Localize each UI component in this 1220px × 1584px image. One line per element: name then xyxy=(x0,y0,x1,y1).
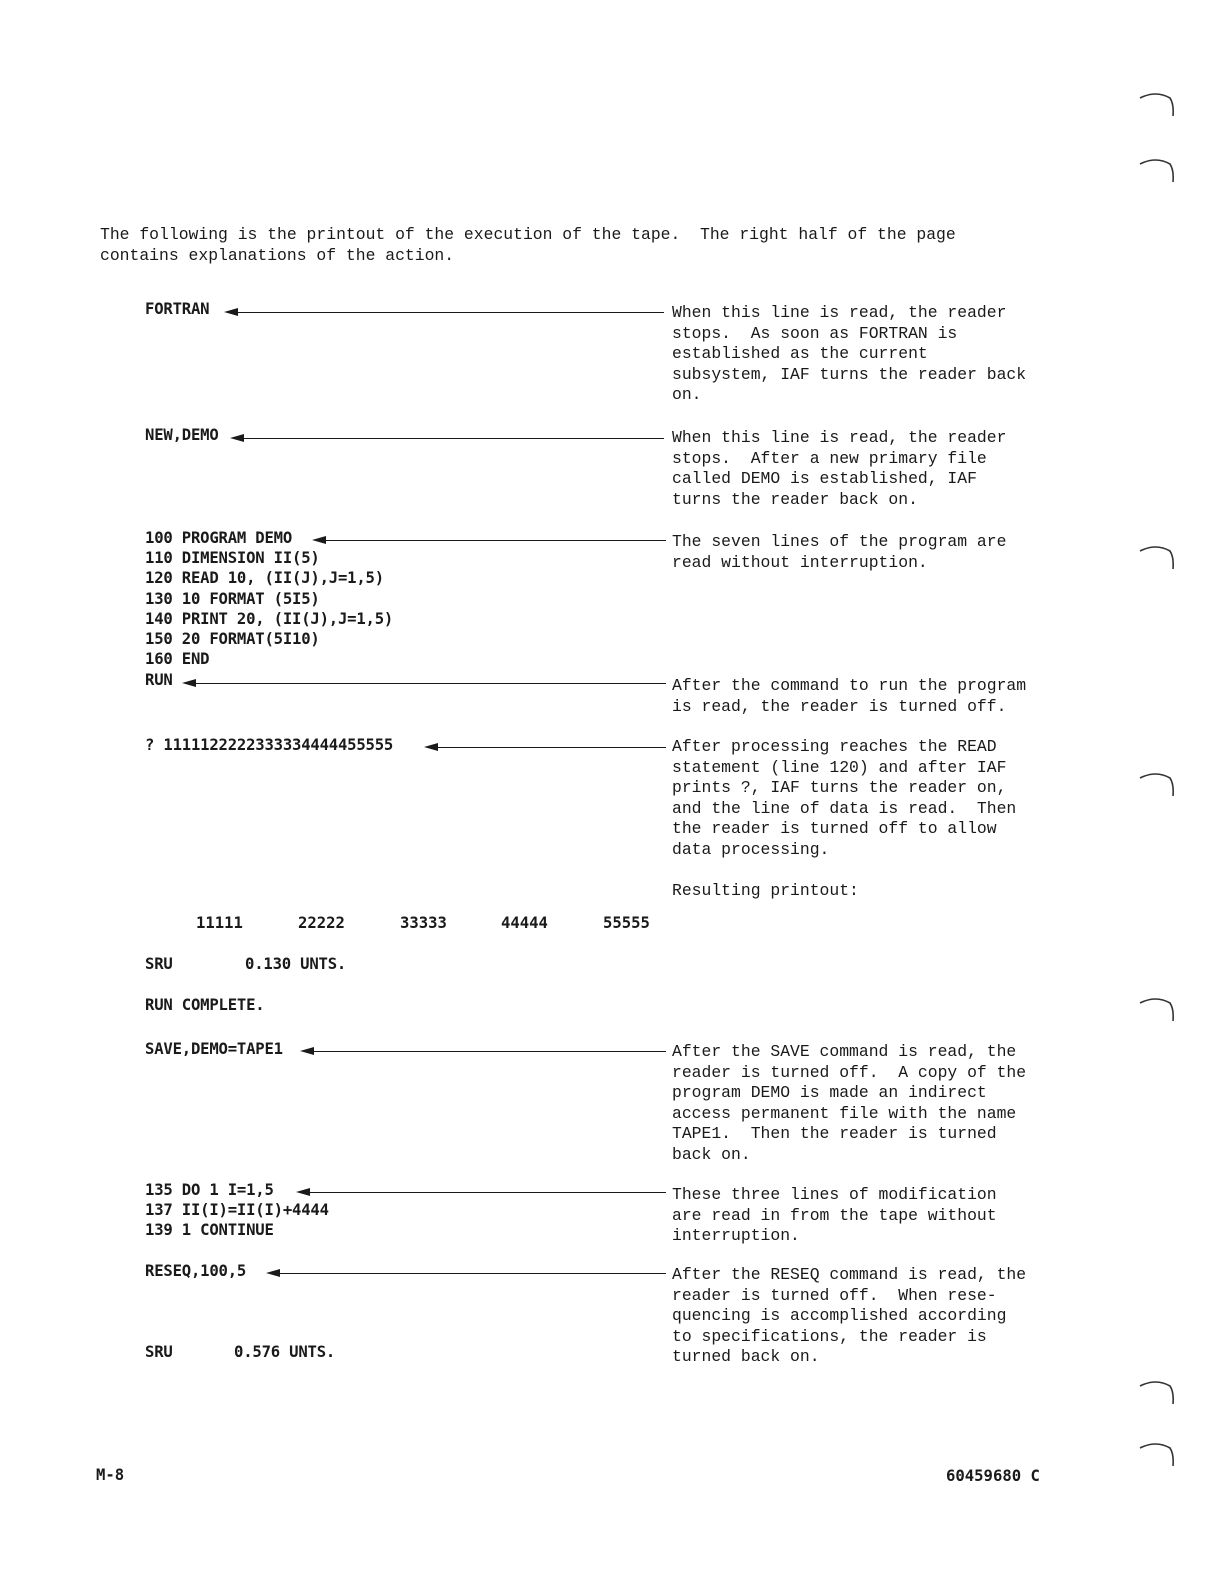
explanation-line: After the RESEQ command is read, the xyxy=(672,1265,1027,1284)
explanation-line: quencing is accomplished according xyxy=(672,1306,1007,1325)
output-value: 22222 xyxy=(298,914,345,932)
explanation-line: When this line is read, the reader xyxy=(672,303,1007,322)
code-new-demo: NEW,DEMO xyxy=(145,426,219,444)
modification-line: 135 DO 1 I=1,5 xyxy=(145,1181,274,1199)
explanation-save xyxy=(672,1042,1052,1165)
explanation-line: the reader is turned off to allow xyxy=(672,819,997,838)
code-reseq: RESEQ,100,5 xyxy=(145,1262,247,1280)
sru-value: 0.130 UNTS. xyxy=(245,955,347,973)
explanation-line: interruption. xyxy=(672,1226,800,1245)
explanation-line: reader is turned off. A copy of the xyxy=(672,1062,1027,1082)
explanation-line: data processing. xyxy=(672,839,830,859)
arrow-save xyxy=(300,1047,666,1057)
arrow-new-demo xyxy=(230,434,664,444)
explanation-line: turns the reader back on. xyxy=(672,489,918,509)
explanation-line: read without interruption. xyxy=(672,552,928,572)
explanation-fortran xyxy=(672,303,1052,406)
code-save: SAVE,DEMO=TAPE1 xyxy=(145,1040,283,1058)
output-value: 44444 xyxy=(501,914,548,932)
explanation-line: subsystem, IAF turns the reader back xyxy=(672,364,1027,384)
explanation-line: After processing reaches the READ xyxy=(672,737,997,756)
explanation-run xyxy=(672,676,1052,717)
explanation-line: These three lines of modification xyxy=(672,1185,997,1204)
arrow-data xyxy=(424,743,666,753)
explanation-line: program DEMO is made an indirect xyxy=(672,1083,987,1102)
code-run: RUN xyxy=(145,671,173,689)
arrow-reseq xyxy=(266,1269,666,1279)
explanation-line: are read in from the tape without xyxy=(672,1205,997,1225)
punch-hole-mark xyxy=(1138,1370,1178,1410)
punch-hole-mark xyxy=(1138,82,1178,122)
explanation-line: to specifications, the reader is xyxy=(672,1326,987,1346)
arrow-fortran xyxy=(224,308,664,318)
explanation-line xyxy=(672,860,1052,881)
output-value: 55555 xyxy=(603,914,650,932)
explanation-line: stops. After a new primary file xyxy=(672,448,987,468)
explanation-line: turned back on. xyxy=(672,1347,820,1366)
program-line: 140 PRINT 20, (II(J),J=1,5) xyxy=(145,609,394,628)
intro-line: The following is the printout of the execution of the tape. The right half of the page xyxy=(100,225,956,244)
sru-value: 0.576 UNTS. xyxy=(234,1343,336,1361)
explanation-line: established as the current xyxy=(672,344,928,363)
punch-hole-mark xyxy=(1138,762,1178,802)
arrow-modify xyxy=(296,1188,666,1198)
explanation-line: TAPE1. Then the reader is turned xyxy=(672,1124,997,1143)
explanation-line: access permanent file with the name xyxy=(672,1103,1017,1123)
modification-line: 137 II(I)=II(I)+4444 xyxy=(145,1201,329,1220)
sru-label: SRU xyxy=(145,1343,173,1361)
explanation-line: is read, the reader is turned off. xyxy=(672,696,1007,716)
sru-label: SRU xyxy=(145,955,173,973)
page-number: M-8 xyxy=(96,1466,125,1484)
arrow-program xyxy=(312,536,666,546)
punch-hole-mark xyxy=(1138,148,1178,188)
program-line: 100 PROGRAM DEMO xyxy=(145,529,293,547)
program-line: 110 DIMENSION II(5) xyxy=(145,549,320,568)
modification-line: 139 1 CONTINUE xyxy=(145,1221,274,1240)
program-line: 150 20 FORMAT(5I10) xyxy=(145,630,320,649)
explanation-line: Resulting printout: xyxy=(672,880,859,900)
explanation-new-demo xyxy=(672,428,1052,510)
punch-hole-mark xyxy=(1138,1432,1178,1472)
explanation-line: stops. As soon as FORTRAN is xyxy=(672,323,958,343)
program-line: 160 END xyxy=(145,650,210,669)
explanation-program xyxy=(672,532,1052,573)
explanation-line: on. xyxy=(672,385,702,404)
explanation-line: After the SAVE command is read, the xyxy=(672,1042,1017,1061)
explanation-line: The seven lines of the program are xyxy=(672,532,1007,551)
punch-hole-mark xyxy=(1138,987,1178,1027)
punch-hole-mark xyxy=(1138,535,1178,575)
explanation-data xyxy=(672,737,1052,901)
explanation-line: After the command to run the program xyxy=(672,676,1027,695)
explanation-line: prints ?, IAF turns the reader on, xyxy=(672,778,1007,797)
explanation-line: When this line is read, the reader xyxy=(672,428,1007,447)
explanation-line: reader is turned off. When rese- xyxy=(672,1285,997,1305)
document-number: 60459680 C xyxy=(946,1467,1040,1485)
explanation-line: and the line of data is read. Then xyxy=(672,798,1017,818)
explanation-line: statement (line 120) and after IAF xyxy=(672,757,1007,777)
intro-line: contains explanations of the action. xyxy=(100,245,455,265)
run-complete: RUN COMPLETE. xyxy=(145,996,265,1014)
output-value: 11111 xyxy=(196,914,243,932)
code-data-line: ? 1111122222333334444455555 xyxy=(145,736,394,754)
program-line: 130 10 FORMAT (5I5) xyxy=(145,589,320,608)
explanation-line: called DEMO is established, IAF xyxy=(672,469,977,488)
program-line: 120 READ 10, (II(J),J=1,5) xyxy=(145,569,384,588)
program-listing xyxy=(145,528,393,669)
arrow-run xyxy=(182,679,666,689)
intro-paragraph xyxy=(100,225,1040,266)
explanation-line: back on. xyxy=(672,1144,751,1164)
code-fortran: FORTRAN xyxy=(145,300,210,318)
output-value: 33333 xyxy=(400,914,447,932)
explanation-modify xyxy=(672,1185,1052,1247)
explanation-reseq xyxy=(672,1265,1052,1368)
